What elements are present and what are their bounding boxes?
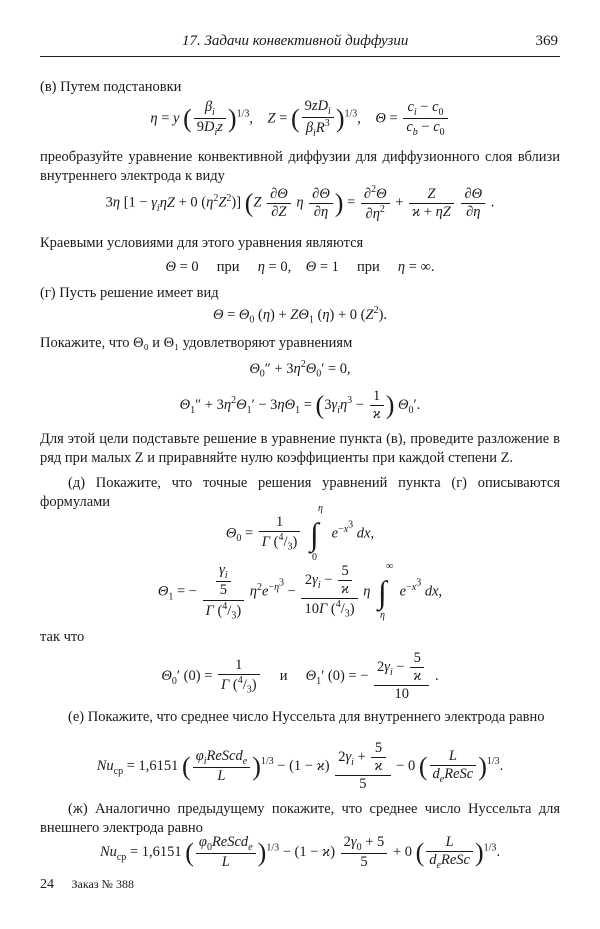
- paragraph-zh-intro: (ж) Аналогично предыдущему покажите, что среднее число Нуссельта для внешнего электрода равно: [40, 801, 560, 836]
- paragraph-so-that: так что: [40, 629, 85, 645]
- equation-solution-form: $\Theta = \Theta_0$ $(\eta) + Z\Theta_1$ (η) + 0 $(Z^2)$.: [212, 305, 388, 326]
- page-footer: [40, 876, 134, 894]
- equation-theta1-ode: $\Theta_1'' + 3\eta^2\Theta_1' - 3\eta\Theta_1 = (3\gamma_i\eta^3$ − $\frac{1}{ϰ}$ ) $\Theta_0'$.: [179, 388, 421, 422]
- running-title: 17. Задачи конвективной диффузии: [182, 33, 409, 49]
- equation-nusselt-outer: $Nu_{ср} = 1,6151$ ( $\frac{\varphi_0ReScd_e}{L}$ )$^{1/3}$ − (1 − ϰ) $\frac{2\gamma_0 + 5}{5}$ + 0 ( $\frac{L}{d_eReSc}$ )$^{1/3}$.: [99, 834, 501, 871]
- equation-substitution: η = y ( $\frac{\beta_i}{9D_iz}$ )$^{1/3}$, Z = ( $\frac{9zD_i}{\beta_iR^3}$ )$^{1/3}$, Θ = $\frac{c_i - c_0}{c_b - c_0}$: [0, 98, 600, 140]
- paragraph-v-transform: преобразуйте уравнение конвективной диффузии для диффузионного слоя вблизи внутреннего электрода к виду: [40, 149, 560, 184]
- equation-transformed: 3η [$1 - \gamma_i\eta Z + 0$ $(\eta^2Z^2)$] (Z $\frac{\partial\Theta}{\partial Z}$ η $\frac{\partial\Theta}{\partial\eta}$ ) = $\frac{\partial^2\Theta}{\partial\eta^2}$ + $\frac{Z}{ϰ + \eta Z}$ $\frac{\partial\Theta}{\partial\eta}$ .: [105, 184, 495, 222]
- paragraph-boundary-intro: Краевыми условиями для этого уравнения являются: [40, 235, 364, 251]
- page-number: 369: [535, 33, 558, 49]
- equation-derivatives-at-zero: $\Theta_0'$ (0) = $\frac{1}{\Gamma (^4/_3)}$ и $\Theta_1'$ (0) = − $2\gamma_i$ − $\frac{5}{ϰ}$ 10 .: [161, 650, 439, 703]
- signature-mark: 24: [40, 877, 54, 892]
- equation-theta0-ode: $\Theta_0'' + 3\eta^2\Theta_0' = 0$,: [249, 359, 351, 380]
- equation-boundary: Θ = 0 при η = 0, Θ = 1 при η = ∞.: [165, 259, 435, 275]
- paragraph-e-intro: (е) Покажите, что среднее число Нуссельта для внутреннего электрода равно: [68, 709, 545, 725]
- print-order-label: Заказ № 388: [71, 877, 135, 891]
- paragraph-v-intro: (в) Путем подстановки: [40, 79, 182, 95]
- paragraph-d-intro: (д) Покажите, что точные решения уравнений пункта (г) описываются формулами: [40, 475, 560, 510]
- word-and: и: [279, 668, 288, 685]
- word-pri-2: при: [357, 259, 380, 275]
- equation-nusselt-inner: $Nu_{ср} = 1,6151$ ( $\frac{\varphi_iReScd_e}{L}$ )$^{1/3}$ − (1 − ϰ) $2\gamma_i$ + $\frac{5}{ϰ}$ 5 − 0 ( $\frac{L}{d_eReSc}$ )$^{1/3}$.: [96, 740, 504, 793]
- paragraph-g-intro: (г) Пусть решение имеет вид: [40, 285, 219, 301]
- equation-theta1-solution: $\Theta_1$ = − $\frac{\frac{\gamma_i}{5}}{\Gamma (^4/_3)}$ $\eta^2e^{-\eta^3}$ − $2\gamma_i$ − $\frac{5}{ϰ}$ 10Γ $(^4/_3)$ η ∞ ∫ η $e^{-x^3}$ dx,: [157, 561, 443, 622]
- page-header: [40, 30, 560, 57]
- word-pri-1: при: [216, 259, 240, 275]
- paragraph-for-this: Для этой цели подставьте решение в уравнение пункта (в), проведите разложение в ряд при малых Z и приравняйте нулю коэффициенты при каждой степени Z.: [40, 431, 560, 466]
- equation-theta0-solution: $\Theta_0$ = $\frac{1}{\Gamma (^4/_3)}$ η ∫ 0 $e^{-x^3}$ dx,: [225, 503, 375, 563]
- paragraph-show-that: Покажите, что Θ₀ и Θ₁ удовлетворяют уравнениям: [40, 335, 353, 351]
